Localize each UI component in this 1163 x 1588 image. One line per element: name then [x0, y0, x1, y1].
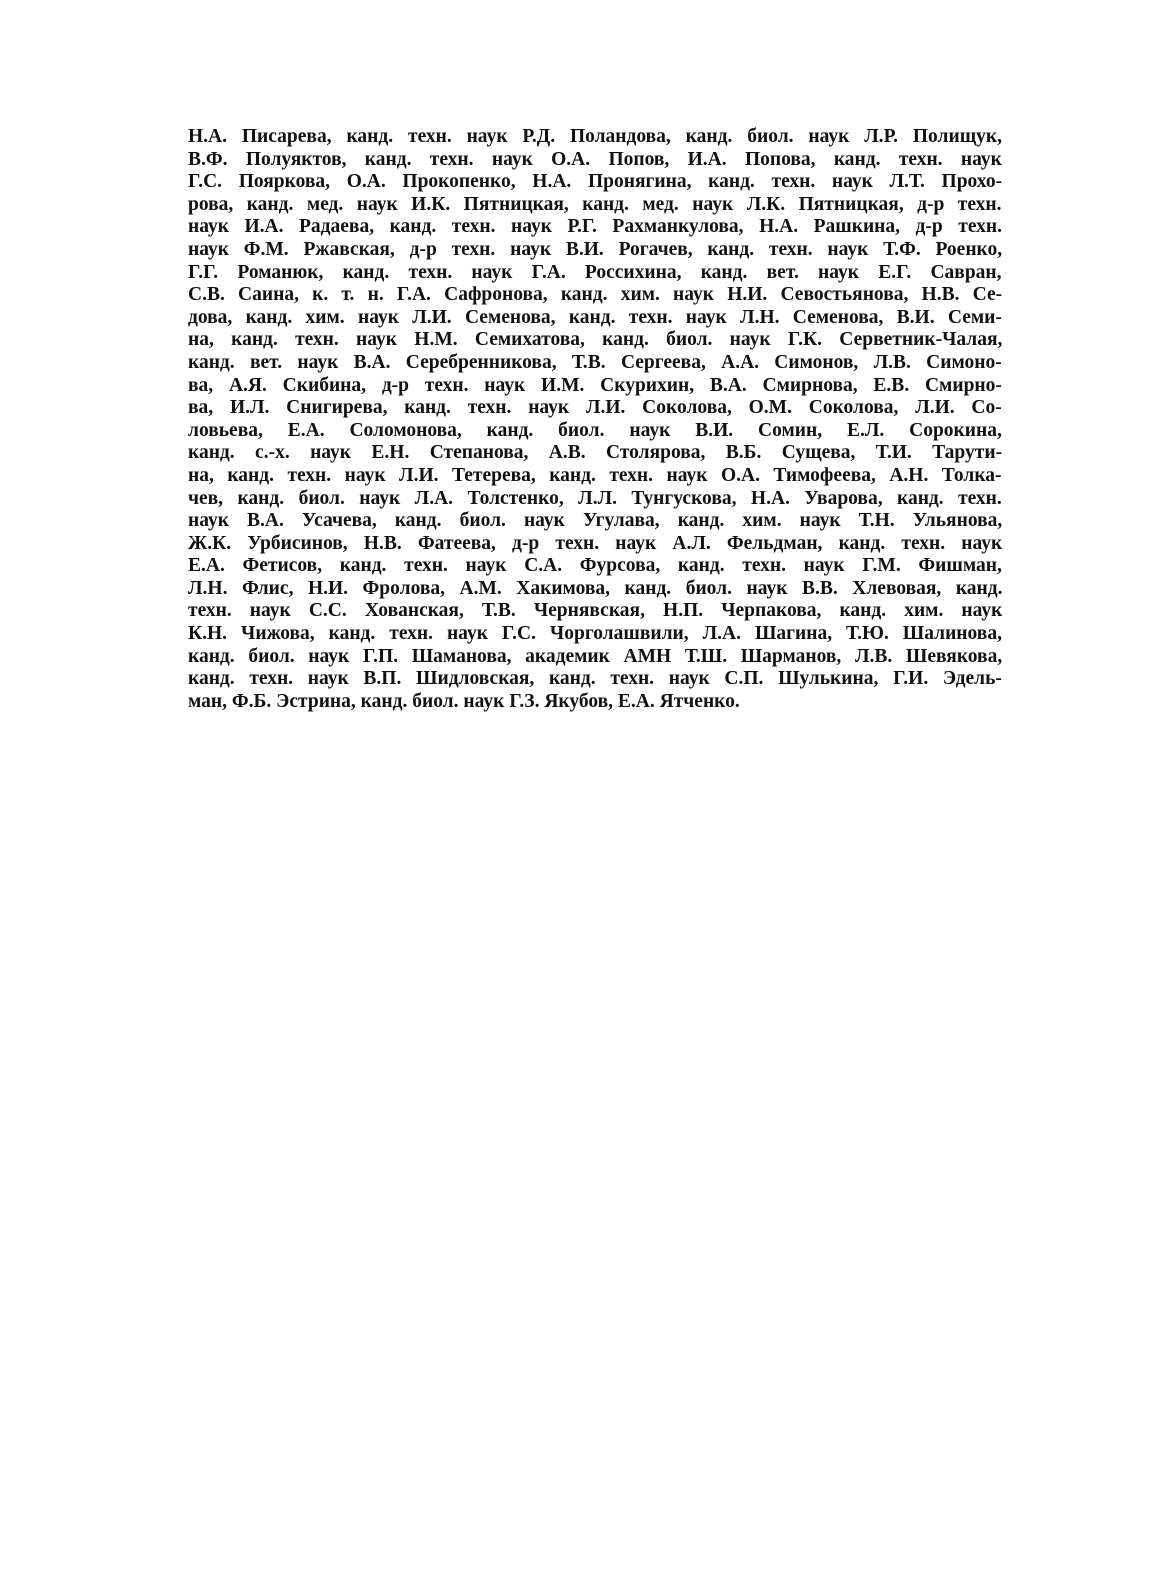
text-line: Л.Н. Флис, Н.И. Фролова, А.М. Хакимова, канд. биол. наук В.В. Хлевовая, канд. — [188, 577, 1003, 599]
text-line: наук В.А. Усачева, канд. биол. наук Угулава, канд. хим. наук Т.Н. Ульянова, — [188, 510, 1003, 532]
text-line: техн. наук С.С. Хованская, Т.В. Чернявская, Н.П. Черпакова, канд. хим. наук — [188, 600, 1003, 622]
text-line: рова, канд. мед. наук И.К. Пятницкая, канд. мед. наук Л.К. Пятницкая, д-р техн. — [188, 193, 1002, 215]
text-line: наук Ф.М. Ржавская, д-р техн. наук В.И. Рогачев, канд. техн. наук Т.Ф. Роенко, — [188, 238, 1003, 260]
text-line: наук И.А. Радаева, канд. техн. наук Р.Г. Рахманкулова, Н.А. Рашкина, д-р техн. — [188, 216, 1002, 238]
text-line: канд. биол. наук Г.П. Шаманова, академик АМН Т.Ш. Шарманов, Л.В. Шевякова, — [188, 645, 1003, 667]
text-line: на, канд. техн. наук Л.И. Тетерева, канд. техн. наук О.А. Тимофеева, А.Н. Толка- — [188, 464, 1002, 486]
text-line: ловьева, Е.А. Соломонова, канд. биол. наук В.И. Сомин, Е.Л. Сорокина, — [188, 419, 1002, 441]
text-line: В.Ф. Полуяктов, канд. техн. наук О.А. Попов, И.А. Попова, канд. техн. наук — [188, 148, 1002, 170]
text-line: Ж.К. Урбисинов, Н.В. Фатеева, д-р техн. наук А.Л. Фельдман, канд. техн. наук — [188, 532, 1003, 554]
text-line: Г.Г. Романюк, канд. техн. наук Г.А. Россихина, канд. вет. наук Е.Г. Савран, — [188, 261, 1002, 283]
text-line: канд. вет. наук В.А. Серебренникова, Т.В. Сергеева, А.А. Симонов, Л.В. Симоно- — [188, 351, 1002, 373]
text-line: ман, Ф.Б. Эстрина, канд. биол. наук Г.З. Якубов, Е.А. Ятченко. — [188, 690, 740, 712]
text-line: К.Н. Чижова, канд. техн. наук Г.С. Чорголашвили, Л.А. Шагина, Т.Ю. Шалинова, — [188, 623, 1002, 645]
text-line: канд. с.-х. наук Е.Н. Степанова, А.В. Столярова, В.Б. Сущева, Т.И. Тарути- — [188, 442, 1003, 464]
contributors-paragraph — [188, 126, 1002, 713]
text-line: Е.А. Фетисов, канд. техн. наук С.А. Фурсова, канд. техн. наук Г.М. Фишман, — [188, 555, 1002, 577]
text-line: Н.А. Писарева, канд. техн. наук Р.Д. Поландова, канд. биол. наук Л.Р. Полищук, — [188, 126, 1003, 147]
text-line: дова, канд. хим. наук Л.И. Семенова, канд. техн. наук Л.Н. Семенова, В.И. Семи- — [188, 306, 1002, 328]
text-line: Г.С. Пояркова, О.А. Прокопенко, Н.А. Пронягина, канд. техн. наук Л.Т. Прохо- — [188, 171, 1003, 193]
text-line: ва, И.Л. Снигирева, канд. техн. наук Л.И. Соколова, О.М. Соколова, Л.И. Со- — [188, 397, 1002, 419]
text-line: С.В. Саина, к. т. н. Г.А. Сафронова, канд. хим. наук Н.И. Севостьянова, Н.В. Се- — [188, 284, 1003, 306]
text-line: на, канд. техн. наук Н.М. Семихатова, канд. биол. наук Г.К. Серветник-Чалая, — [188, 329, 1003, 351]
text-line: канд. техн. наук В.П. Шидловская, канд. техн. наук С.П. Шулькина, Г.И. Эдель- — [188, 668, 1002, 690]
text-line: ва, А.Я. Скибина, д-р техн. наук И.М. Скурихин, В.А. Смирнова, Е.В. Смирно- — [188, 374, 1002, 396]
text-line: чев, канд. биол. наук Л.А. Толстенко, Л.Л. Тунгускова, Н.А. Уварова, канд. техн. — [188, 487, 1002, 509]
